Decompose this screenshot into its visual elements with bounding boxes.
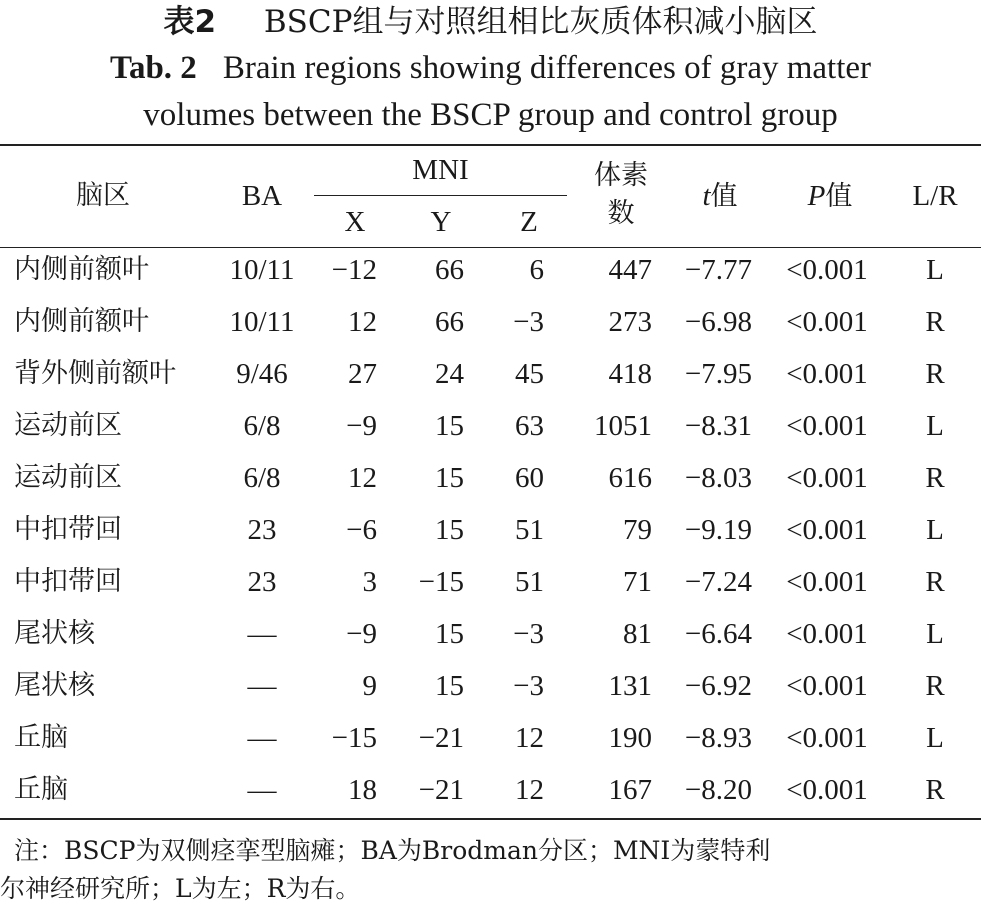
cell-p-value: <0.001: [786, 306, 868, 338]
cell-voxels: 71: [623, 566, 652, 598]
table-row: [0, 350, 981, 402]
cell-z: −3: [513, 306, 544, 338]
cell-p-value: <0.001: [786, 722, 868, 754]
header-p-symbol: P: [807, 180, 826, 212]
cell-y: 15: [435, 670, 464, 702]
table-footnote: [0, 832, 981, 908]
header-y: Y: [430, 206, 452, 238]
cell-y: −21: [418, 722, 464, 754]
cell-lr: R: [925, 670, 945, 702]
cell-voxels: 273: [608, 306, 652, 338]
cell-t-value: −8.20: [684, 774, 752, 806]
footnote-line2: 尔神经研究所；L为左；R为右。: [0, 874, 361, 903]
cell-region: 丘脑: [14, 774, 68, 805]
cell-y: −15: [418, 566, 464, 598]
cell-z: 12: [515, 774, 544, 806]
cell-p-value: <0.001: [786, 514, 868, 546]
header-lr: L/R: [912, 180, 958, 212]
footnote-line1: 注：BSCP为双侧痉挛型脑瘫；BA为Brodman分区；MNI为蒙特利: [14, 836, 771, 865]
table-row: [0, 402, 981, 454]
cell-y: 15: [435, 514, 464, 546]
cell-lr: L: [926, 618, 944, 650]
cell-x: −9: [346, 618, 377, 650]
cell-voxels: 1051: [594, 410, 652, 442]
cell-y: 15: [435, 462, 464, 494]
cell-lr: R: [925, 566, 945, 598]
cell-x: 12: [348, 306, 377, 338]
cell-voxels: 447: [608, 254, 652, 286]
cell-z: 45: [515, 358, 544, 390]
cell-t-value: −9.19: [684, 514, 752, 546]
table-title-en-text1: Brain regions showing differences of gray matter: [222, 50, 872, 86]
cell-lr: R: [925, 306, 945, 338]
cell-lr: L: [926, 410, 944, 442]
cell-ba: 6/8: [243, 462, 281, 494]
cell-t-value: −7.77: [684, 254, 752, 286]
cell-region: 尾状核: [14, 618, 95, 649]
cell-voxels: 190: [608, 722, 652, 754]
cell-ba: 23: [247, 514, 277, 546]
table-number-cn: 表2: [163, 4, 217, 40]
header-p-value: [780, 178, 880, 215]
cell-t-value: −8.03: [684, 462, 752, 494]
header-z: Z: [520, 206, 538, 238]
cell-t-value: −6.92: [684, 670, 752, 702]
cell-p-value: <0.001: [786, 254, 868, 286]
cell-x: −15: [331, 722, 377, 754]
cell-ba: 9/46: [236, 358, 288, 390]
table-bottom-rule: [0, 818, 981, 820]
header-p-suffix: 值: [825, 181, 853, 212]
cell-lr: R: [925, 358, 945, 390]
cell-region: 运动前区: [14, 462, 122, 493]
cell-p-value: <0.001: [786, 774, 868, 806]
cell-p-value: <0.001: [786, 462, 868, 494]
cell-y: 15: [435, 618, 464, 650]
cell-lr: L: [926, 722, 944, 754]
cell-ba: —: [247, 722, 277, 754]
table-row: [0, 610, 981, 662]
cell-z: −3: [513, 670, 544, 702]
table-row: [0, 558, 981, 610]
cell-lr: L: [926, 254, 944, 286]
cell-region: 丘脑: [14, 722, 68, 753]
cell-y: 66: [435, 306, 464, 338]
cell-x: 12: [348, 462, 377, 494]
cell-voxels: 79: [623, 514, 652, 546]
cell-region: 中扣带回: [14, 566, 122, 597]
header-t-symbol: t: [702, 180, 711, 212]
cell-x: 9: [362, 670, 377, 702]
cell-lr: R: [925, 462, 945, 494]
cell-ba: —: [247, 618, 277, 650]
cell-region: 中扣带回: [14, 514, 122, 545]
table-row: [0, 714, 981, 766]
cell-y: 15: [435, 410, 464, 442]
cell-voxels: 131: [608, 670, 652, 702]
cell-y: −21: [418, 774, 464, 806]
cell-z: 6: [529, 254, 544, 286]
table-row: [0, 298, 981, 350]
header-mni: MNI: [412, 154, 469, 186]
cell-ba: 10/11: [229, 306, 295, 338]
cell-ba: 6/8: [243, 410, 281, 442]
table-row: [0, 246, 981, 298]
cell-ba: —: [247, 670, 277, 702]
header-t-value: [680, 178, 760, 215]
header-voxel-line1: 体素: [594, 160, 648, 191]
cell-t-value: −8.93: [684, 722, 752, 754]
table-top-rule: [0, 144, 981, 146]
cell-region: 尾状核: [14, 670, 95, 701]
table-row: [0, 454, 981, 506]
cell-region: 背外侧前额叶: [14, 358, 176, 389]
cell-region: 内侧前额叶: [14, 254, 149, 285]
cell-t-value: −6.98: [684, 306, 752, 338]
mni-spanner-rule: [314, 195, 567, 196]
cell-x: −12: [331, 254, 377, 286]
cell-p-value: <0.001: [786, 566, 868, 598]
table-title-cn-text: BSCP组与对照组相比灰质体积减小脑区: [263, 4, 818, 40]
cell-voxels: 616: [608, 462, 652, 494]
cell-p-value: <0.001: [786, 410, 868, 442]
table-title-en-line2: volumes between the BSCP group and control group: [143, 97, 838, 133]
cell-ba: 10/11: [229, 254, 295, 286]
cell-t-value: −7.95: [684, 358, 752, 390]
cell-z: −3: [513, 618, 544, 650]
cell-voxels: 418: [608, 358, 652, 390]
cell-z: 51: [515, 566, 544, 598]
cell-y: 66: [435, 254, 464, 286]
cell-x: −6: [346, 514, 377, 546]
cell-region: 内侧前额叶: [14, 306, 149, 337]
table-row: [0, 506, 981, 558]
cell-region: 运动前区: [14, 410, 122, 441]
table-row: [0, 662, 981, 714]
cell-p-value: <0.001: [786, 670, 868, 702]
cell-x: −9: [346, 410, 377, 442]
cell-t-value: −7.24: [684, 566, 752, 598]
table-title-en-line1: [0, 48, 981, 88]
cell-p-value: <0.001: [786, 358, 868, 390]
cell-z: 51: [515, 514, 544, 546]
cell-z: 60: [515, 462, 544, 494]
cell-ba: —: [247, 774, 277, 806]
cell-ba: 23: [247, 566, 277, 598]
header-x: X: [344, 206, 366, 238]
table-number-en: Tab. 2: [109, 50, 197, 86]
cell-p-value: <0.001: [786, 618, 868, 650]
header-voxel-line2: 数: [607, 198, 635, 229]
cell-x: 3: [362, 566, 377, 598]
cell-t-value: −8.31: [684, 410, 752, 442]
cell-voxels: 167: [608, 774, 652, 806]
cell-y: 24: [435, 358, 464, 390]
table-row: [0, 766, 981, 818]
header-ba: BA: [241, 180, 283, 212]
cell-lr: L: [926, 514, 944, 546]
table-title-cn: [0, 2, 981, 42]
cell-t-value: −6.64: [684, 618, 752, 650]
header-region: 脑区: [76, 180, 130, 211]
cell-z: 63: [515, 410, 544, 442]
cell-x: 27: [348, 358, 377, 390]
cell-x: 18: [348, 774, 377, 806]
header-t-suffix: 值: [710, 181, 738, 212]
cell-voxels: 81: [623, 618, 652, 650]
cell-z: 12: [515, 722, 544, 754]
cell-lr: R: [925, 774, 945, 806]
